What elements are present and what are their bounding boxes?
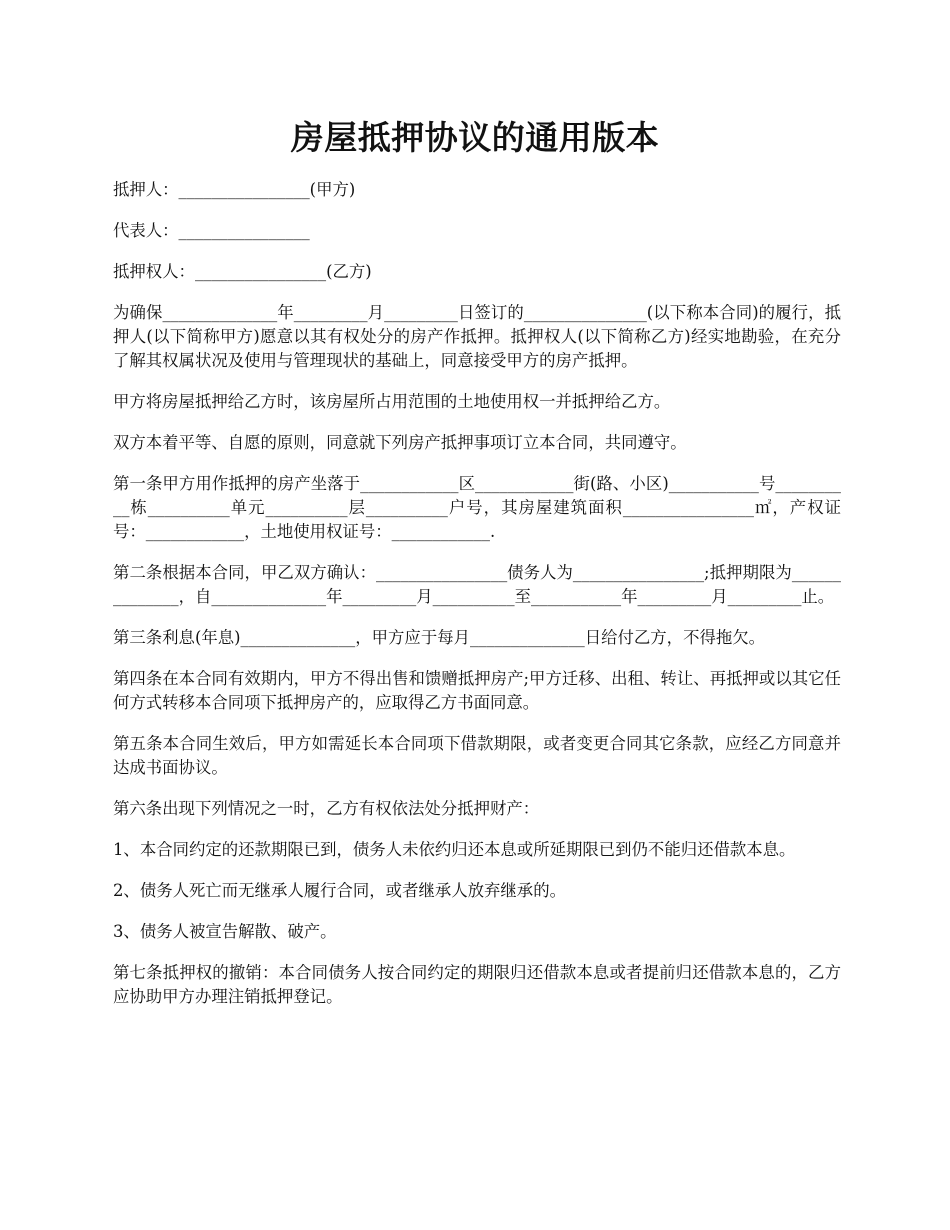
mortgagor-line: 抵押人：________________(甲方) (113, 180, 356, 199)
article-6-item-2: 2、债务人死亡而无继承人履行合同，或者继承人放弃继承的。 (113, 881, 566, 900)
document-body (113, 178, 841, 1026)
principle-paragraph: 双方本着平等、自愿的原则，同意就下列房产抵押事项订立本合同，共同遵守。 (113, 433, 687, 452)
article-5-paragraph: 第五条本合同生效后，甲方如需延长本合同项下借款期限，或者变更合同其它条款，应经乙方同意并达成书面协议。 (113, 734, 841, 777)
mortgagee-line: 抵押权人：________________(乙方) (113, 262, 372, 281)
land-use-paragraph: 甲方将房屋抵押给乙方时，该房屋所占用范围的土地使用权一并抵押给乙方。 (113, 392, 671, 411)
representative-line: 代表人：________________ (113, 221, 310, 240)
preamble-paragraph: 为确保______________年_________月_________日签订的_______________(以下称本合同)的履行，抵押人(以下简称甲方)愿意以其有权处分的房产作抵押。抵押权人(以下简称乙方)经实地勘验，在充分了解其权属状况及使用与管理现状的基础上，同意接受甲方的房产抵押。 (113, 303, 841, 370)
article-2-paragraph: 第二条根据本合同，甲乙双方确认：________________债务人为________________;抵押期限为______________，自______________年_________月__________至___________年_________月_________止。 (113, 563, 841, 606)
article-6-item-3: 3、债务人被宣告解散、破产。 (113, 922, 337, 941)
article-4-paragraph: 第四条在本合同有效期内，甲方不得出售和馈赠抵押房产;甲方迁移、出租、转让、再抵押或以其它任何方式转移本合同项下抵押房产的，应取得乙方书面同意。 (113, 669, 841, 712)
article-3-paragraph: 第三条利息(年息)______________，甲方应于每月______________日给付乙方，不得拖欠。 (113, 628, 766, 647)
article-1-paragraph: 第一条甲方用作抵押的房产坐落于____________区____________街(路、小区)___________号__________栋__________单元__________层__________户号，其房屋建筑面积________________㎡，产权证号：____________，土地使用权证号：____________. (113, 474, 841, 541)
article-7-paragraph: 第七条抵押权的撤销：本合同债务人按合同约定的期限归还借款本息或者提前归还借款本息的，乙方应协助甲方办理注销抵押登记。 (113, 963, 841, 1006)
article-6-item-1: 1、本合同约定的还款期限已到，债务人未依约归还本息或所延期限已到仍不能归还借款本息。 (113, 840, 796, 859)
document-title: 房屋抵押协议的通用版本 (290, 118, 660, 157)
article-6-paragraph: 第六条出现下列情况之一时，乙方有权依法处分抵押财产： (113, 799, 540, 818)
